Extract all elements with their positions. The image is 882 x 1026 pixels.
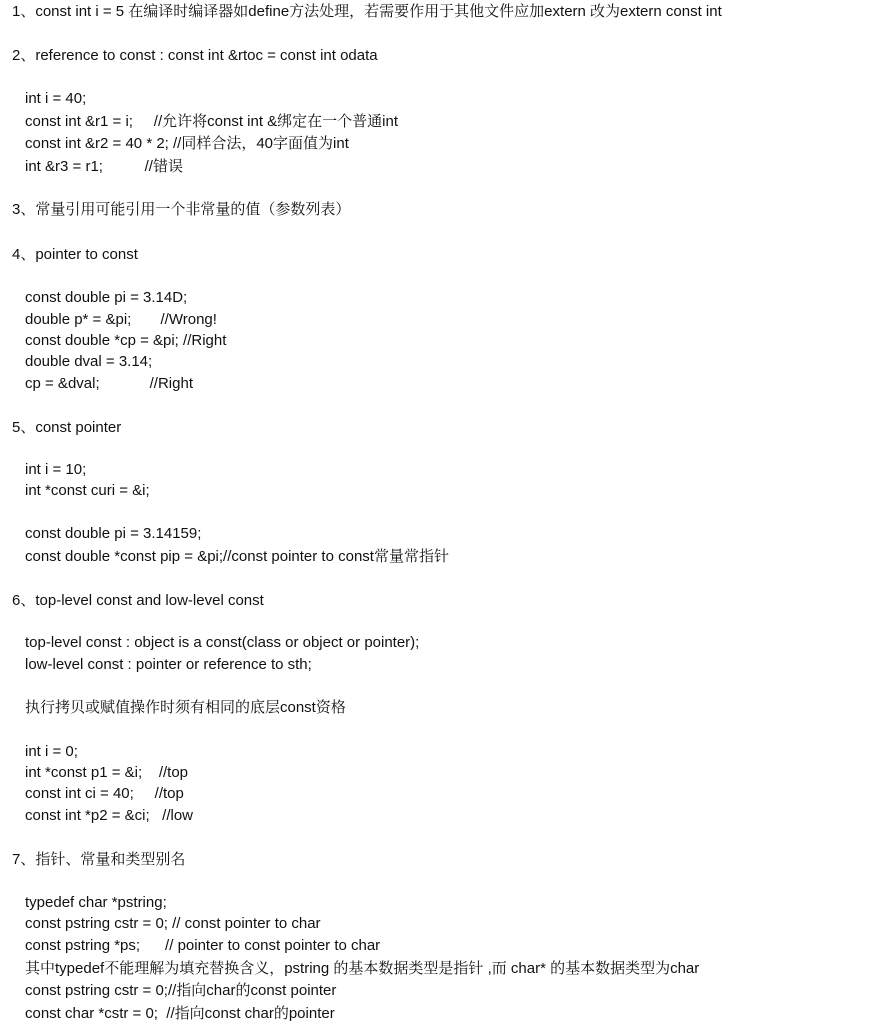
section-6-heading: 6、top-level const and low-level const [12, 592, 264, 609]
section-6-code-line: const int *p2 = &ci; //low [25, 807, 193, 824]
section-3-heading: 3、常量引用可能引用一个非常量的值（参数列表） [12, 201, 351, 218]
section-4-code-line: cp = &dval; //Right [25, 375, 193, 392]
section-2-code-line: const int &r2 = 40 * 2; //同样合法，40字面值为int [25, 135, 349, 152]
section-7-heading: 7、指针、常量和类型别名 [12, 851, 186, 868]
section-1-heading: 1、const int i = 5 在编译时编译器如define方法处理，若需要作用于其他文件应加extern 改为extern const int [12, 3, 722, 20]
section-7-code-line: const char *cstr = 0; //指向const char的pointer [25, 1005, 335, 1022]
section-6-code-line: low-level const : pointer or reference to sth; [25, 656, 312, 673]
section-4-heading: 4、pointer to const [12, 246, 138, 263]
section-4-code-line: const double *cp = &pi; //Right [25, 332, 227, 349]
section-6-note: 执行拷贝或赋值操作时须有相同的底层const资格 [25, 699, 346, 716]
section-5-code-line: const double pi = 3.14159; [25, 525, 202, 542]
section-5-code-line: int *const curi = &i; [25, 482, 150, 499]
section-6-code-line: int i = 0; [25, 743, 78, 760]
section-7-code-line: typedef char *pstring; [25, 894, 167, 911]
section-5-heading: 5、const pointer [12, 419, 122, 436]
section-7-code-line: const pstring *ps; // pointer to const pointer to char [25, 937, 381, 954]
section-2-heading: 2、reference to const : const int &rtoc = const int odata [12, 47, 378, 64]
section-6-code-line: top-level const : object is a const(class or object or pointer); [25, 634, 420, 651]
section-4-code-line: double p* = &pi; //Wrong! [25, 311, 217, 328]
section-7-note: 其中typedef不能理解为填充替换含义，pstring 的基本数据类型是指针 ,而 char* 的基本数据类型为char [25, 960, 700, 977]
section-4-code-line: double dval = 3.14; [25, 353, 153, 370]
section-7-code-line: const pstring cstr = 0;//指向char的const pointer [25, 982, 337, 999]
section-2-code-line: int &r3 = r1; //错误 [25, 158, 183, 175]
section-2-code-line: int i = 40; [25, 90, 87, 107]
section-4-code-line: const double pi = 3.14D; [25, 289, 188, 306]
section-6-code-line: int *const p1 = &i; //top [25, 764, 189, 781]
section-6-code-line: const int ci = 40; //top [25, 785, 184, 802]
section-2-code-line: const int &r1 = i; //允许将const int &绑定在一个普通int [25, 113, 399, 130]
section-7-code-line: const pstring cstr = 0; // const pointer to char [25, 915, 321, 932]
section-5-code-line: int i = 10; [25, 461, 87, 478]
section-5-code-line: const double *const pip = &pi;//const pointer to const常量常指针 [25, 548, 449, 565]
